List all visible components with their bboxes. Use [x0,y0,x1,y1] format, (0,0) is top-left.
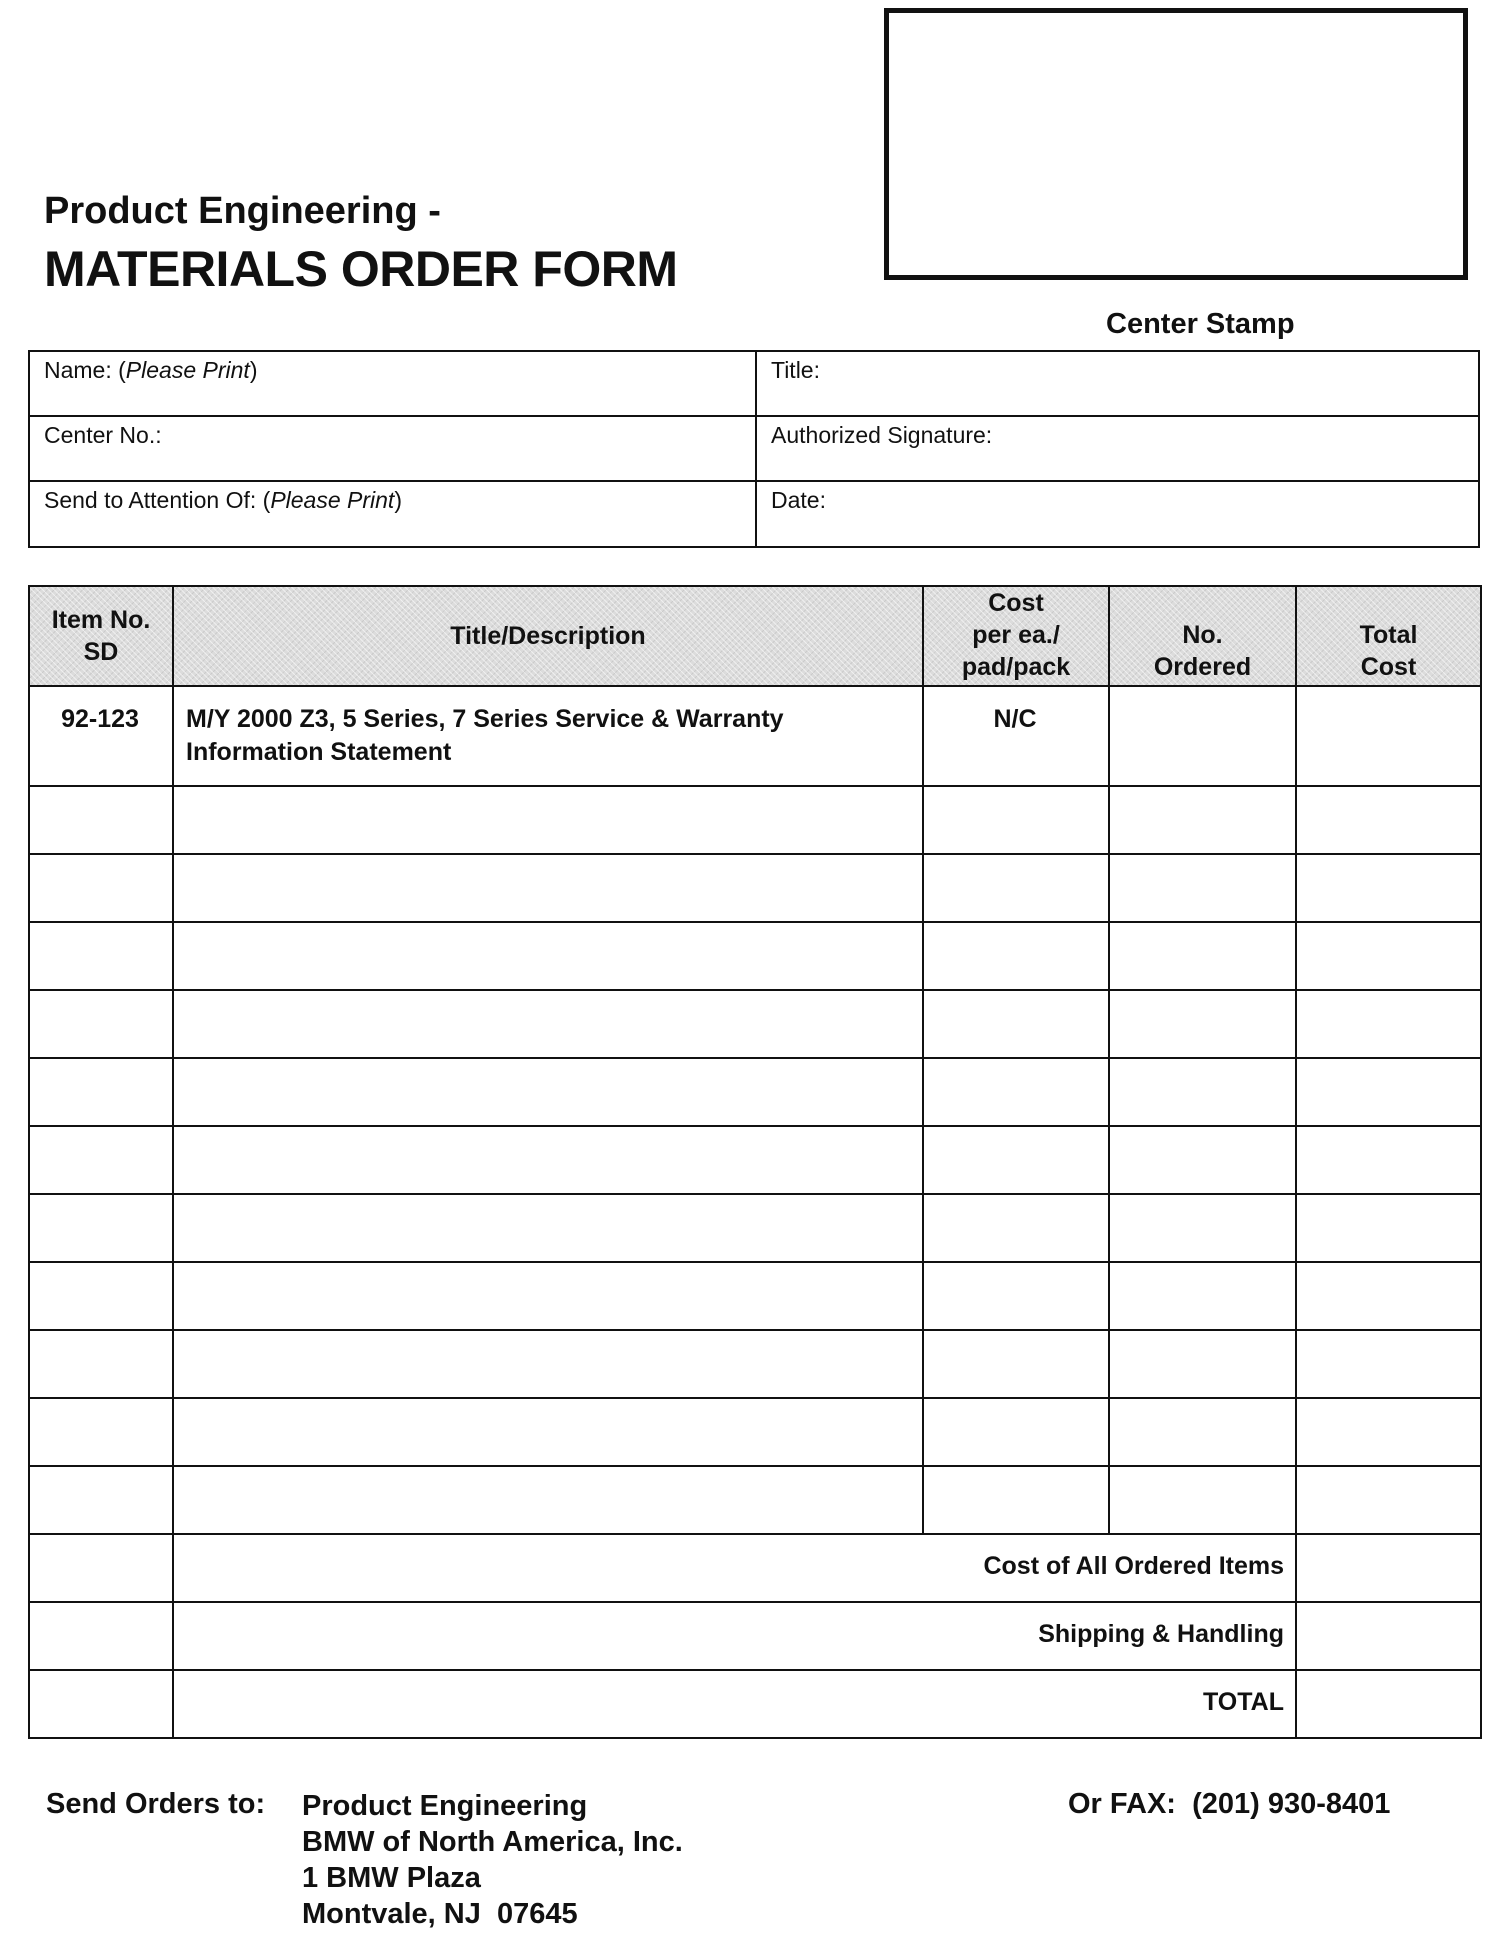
column-divider [1480,685,1482,1535]
row-divider [28,1125,1482,1127]
send-orders-to-label: Send Orders to: [46,1788,266,1820]
order-table [28,585,1482,1739]
column-divider [172,1533,174,1739]
row-divider [28,1533,1482,1535]
center-stamp-box [884,8,1468,280]
row-divider [28,1465,1482,1467]
row-divider [28,1669,1482,1671]
attention-hint: Please Print [270,487,395,513]
row-divider [28,1737,1482,1739]
row-divider [28,853,1482,855]
column-divider [1295,1533,1297,1739]
header-item-no: Item No. SD [28,585,172,687]
shipping-handling-label: Shipping & Handling [1038,1620,1284,1648]
attention-label: Send to Attention Of: ( [44,487,271,513]
center-stamp-label: Center Stamp [1106,308,1295,340]
row-divider [28,1397,1482,1399]
row-divider [28,989,1482,991]
date-label: Date: [771,487,826,513]
row-divider [28,1057,1482,1059]
row1-description: M/Y 2000 Z3, 5 Series, 7 Series Service & Warranty Information Statement [186,705,784,766]
address-line-4: Montvale, NJ 07645 [302,1898,578,1930]
header-total-cost: Total Cost [1295,585,1482,687]
row1-cost: N/C [993,705,1037,733]
authorized-signature-field[interactable] [757,417,1478,480]
column-divider [172,685,174,1535]
column-divider [28,685,30,1535]
column-divider [28,1533,30,1739]
center-no-field[interactable] [30,417,757,480]
form-subtitle: Product Engineering - [44,190,441,232]
row-divider [28,1601,1482,1603]
header-title-description: Title/Description [172,585,922,687]
attention-label-close: ) [394,487,402,513]
attention-field[interactable] [30,482,757,546]
cost-of-all-ordered-items-label: Cost of All Ordered Items [983,1552,1284,1580]
title-field[interactable] [757,352,1478,415]
name-hint: Please Print [125,357,250,383]
info-row-attention [30,482,1478,546]
mailing-address [302,1788,683,1932]
total-label: TOTAL [1202,1688,1284,1716]
info-row-name [30,352,1478,417]
row-divider [28,1193,1482,1195]
row-divider [28,785,1482,787]
row-divider [28,1329,1482,1331]
row-divider [28,921,1482,923]
name-field[interactable] [30,352,757,415]
header-cost-per-each: Cost per ea./ pad/pack [922,585,1108,687]
row-divider [28,1261,1482,1263]
address-line-1: Product Engineering [302,1790,588,1822]
center-no-label: Center No.: [44,422,162,448]
header-no-ordered: No. Ordered [1108,585,1295,687]
row1-item-no: 92-123 [61,705,139,733]
date-field[interactable] [757,482,1478,546]
authorized-signature-label: Authorized Signature: [771,422,993,448]
requester-info-grid [28,350,1480,548]
name-label-close: ) [249,357,258,383]
name-label: Name: ( [44,357,126,383]
form-title: MATERIALS ORDER FORM [44,241,678,297]
address-line-2: BMW of North America, Inc. [302,1826,683,1858]
info-row-center [30,417,1478,482]
address-line-3: 1 BMW Plaza [302,1862,481,1894]
fax-number: Or FAX: (201) 930-8401 [1068,1788,1391,1820]
column-divider [1108,685,1110,1535]
column-divider [1295,685,1297,1535]
column-divider [1480,1533,1482,1739]
title-label: Title: [771,357,820,383]
row-divider [28,685,1482,687]
column-divider [922,685,924,1535]
